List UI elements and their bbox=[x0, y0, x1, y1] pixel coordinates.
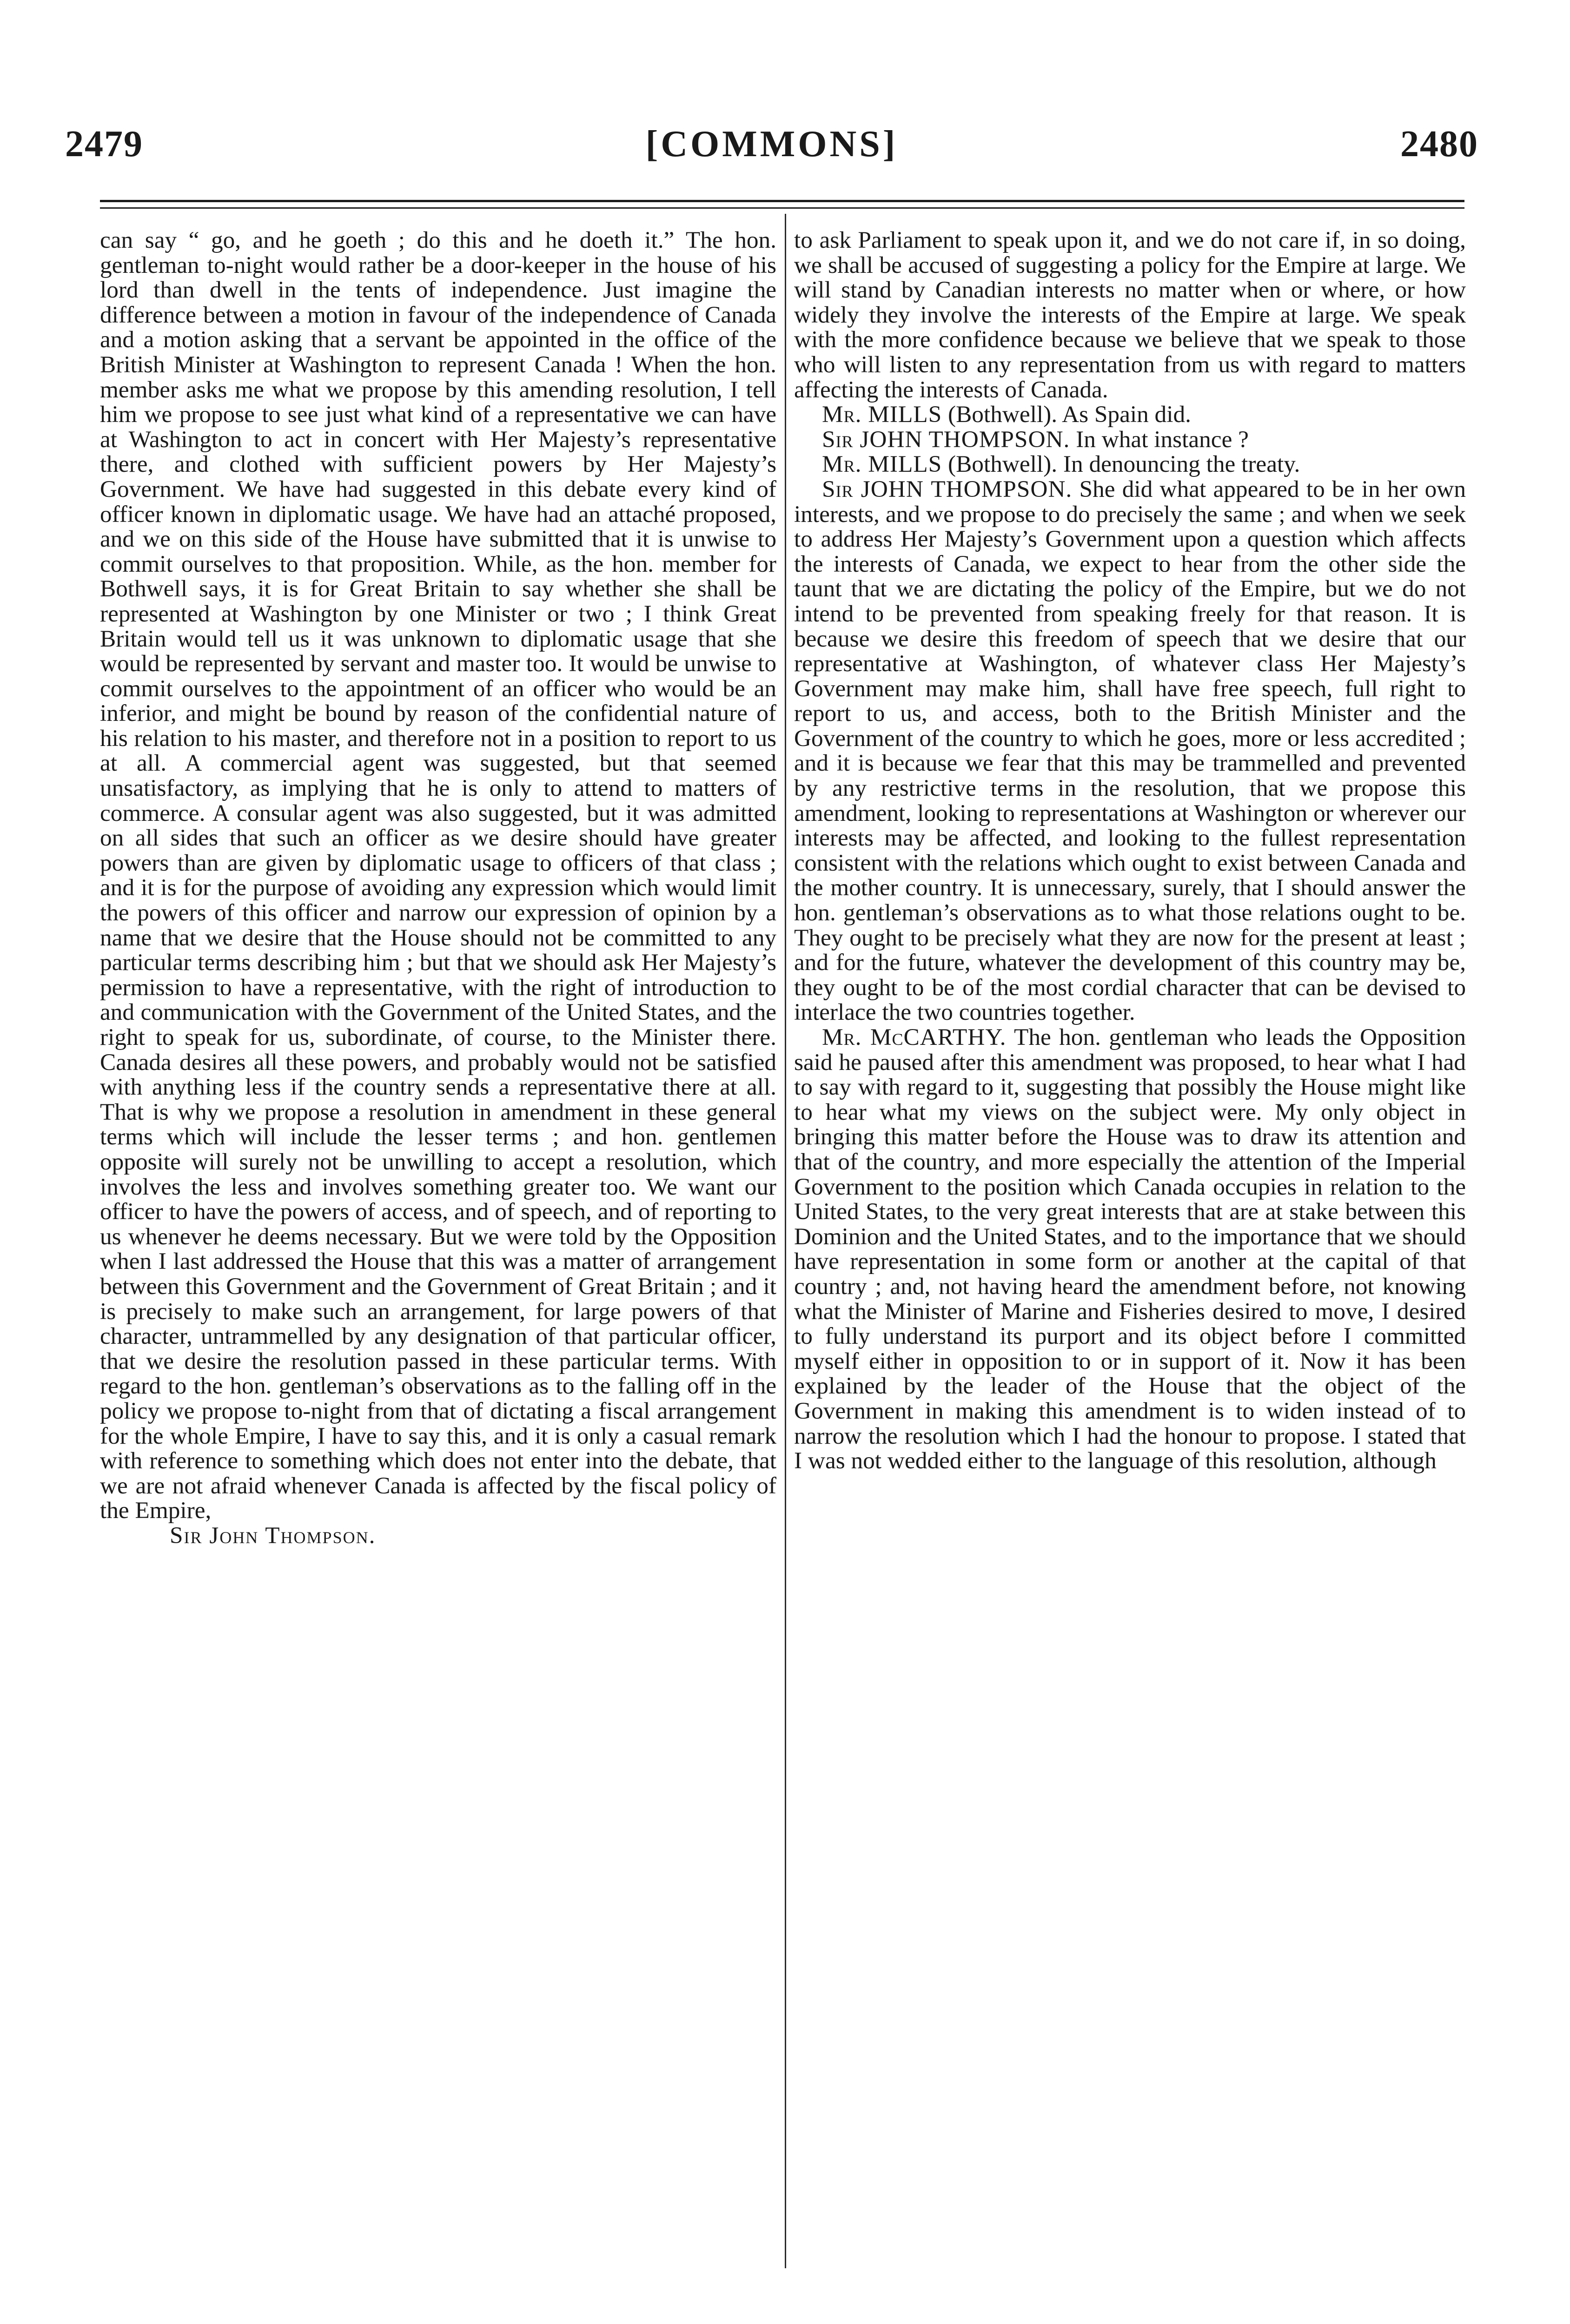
dialogue-line bbox=[794, 402, 1466, 427]
speech-text: (Bothwell). In denouncing the treaty. bbox=[942, 451, 1300, 478]
running-title: [COMMONS] bbox=[645, 124, 898, 165]
speaker-name: Mr. McCARTHY. bbox=[822, 1024, 1007, 1050]
page-number-right: 2480 bbox=[1400, 124, 1478, 165]
page-number-left: 2479 bbox=[65, 124, 143, 165]
column-divider bbox=[785, 214, 786, 2268]
speech-paragraph bbox=[794, 1025, 1466, 1473]
right-column bbox=[794, 228, 1466, 1473]
speaker-name: Mr. MILLS bbox=[822, 401, 942, 428]
speech-text: The hon. gentleman who leads the Opposition said he paused after this amendment was proposed, to hear what I had to say with regard to it, suggesting that possibly the House might like to hear what my views on the subject were. My only object in bringing this matter before the House was to draw its attention and that of the country, and more especially the attention of the Imperial Government to the position which Canada occupies in relation to the United States, to the very great interests that are at stake between this Dominion and the United States, and to the importance that we should have representation in some form or another at the capital of that country ; and, not having heard the amendment before, not knowing what the Minister of Marine and Fisheries desired to move, I desired to fully understand its purport and its object before I committed myself either in opposition to or in support of it. Now it has been explained by the leader of the House that the object of the Government in making this amendment is to widen instead of to narrow the resolution which I had the honour to propose. I stated that I was not wedded either to the language of this resolution, although bbox=[794, 1024, 1466, 1474]
speech-text: In what instance ? bbox=[1070, 426, 1249, 453]
dialogue-line bbox=[794, 427, 1466, 452]
speech-text: (Bothwell). As Spain did. bbox=[942, 401, 1191, 428]
right-paragraph-continued: to ask Parliament to speak upon it, and we do not care if, in so doing, we shall be accused of suggesting a policy for the Empire at large. We will stand by Canadian interests no matter when or where, or how widely they involve the interests of the Empire at large. We speak with the more confidence because we believe that we speak to those who will listen to any representation from us with regard to matters affecting the interests of Canada. bbox=[794, 227, 1466, 403]
speaker-name: Sir JOHN THOMPSON. bbox=[822, 475, 1073, 502]
speech-paragraph bbox=[794, 477, 1466, 1025]
header-rule-bottom bbox=[100, 207, 1464, 209]
dialogue-line bbox=[794, 452, 1466, 477]
speaker-name: Mr. MILLS bbox=[822, 451, 942, 478]
page-header bbox=[65, 123, 1478, 174]
speech-text: She did what appeared to be in her own interests, and we propose to do precisely the same ; and when we seek to address Her Majesty’s Government upon a question which affects the interests of Canada, we expect to hear from the other side the taunt that we are dictating the policy of the Empire, but we do not intend to be prevented from speaking freely for that reason. It is because we desire this freedom of speech that we desire that our representative at Washington, of whatever class Her Majesty’s Government may make him, shall have free speech, full right to report to us, and access, both to the British Minister and the Government of the country to which he goes, more or less accredited ; and it is because we fear that this may be trammelled and prevented by any restrictive terms in the resolution, that we propose this amendment, looking to representations at Washington or wherever our interests may be affected, and looking to the fullest representation consistent with the relations which ought to exist between Canada and the mother country. It is unnecessary, surely, that I should answer the hon. gentleman’s observations as to what those relations ought to be. They ought to be precisely what they are now for the present at least ; and for the future, whatever the development of this country may be, they ought to be of the most cordial character that can be devised to interlace the two countries together. bbox=[794, 475, 1466, 1026]
header-rule-top bbox=[100, 200, 1464, 202]
speaker-name: Sir JOHN THOMPSON. bbox=[822, 426, 1070, 453]
left-paragraph: can say “ go, and he goeth ; do this and he doeth it.” The hon. gentleman to-night would rather be a door-keeper in the house of his lord than dwell in the tents of independence. Just imagine the difference between a motion in favour of the independence of Canada and a motion asking that a servant be appointed in the office of the British Minister at Washington to represent Canada ! When the hon. member asks me what we propose by this amending resolution, I tell him we propose to see just what kind of a representative we can have at Washington to act in concert with Her Majesty’s representative there, and clothed with sufficient powers by Her Majesty’s Government. We have had suggested in this debate every kind of officer known in diplomatic usage. We have had an attaché proposed, and we on this side of the House have submitted that it is unwise to commit ourselves to that proposition. While, as the hon. member for Bothwell says, it is for Great Britain to say whether she shall be represented at Washington by one Minister or two ; I think Great Britain would tell us it was unknown to diplomatic usage that she would be represented by servant and master too. It would be unwise to commit ourselves to the appointment of an officer who would be an inferior, and might be bound by reason of the confidential nature of his relation to his master, and therefore not in a position to report to us at all. A commercial agent was suggested, but that seemed unsatisfactory, as implying that he is only to attend to matters of commerce. A consular agent was also suggested, but it was admitted on all sides that such an officer as we desire should have greater powers than are given by diplomatic usage to officers of that class ; and it is for the purpose of avoiding any expression which would limit the powers of this officer and narrow our expression of opinion by a name that we desire that the House should not be committed to any particular terms describing him ; but that we should ask Her Majesty’s permission to have a representative, with the right of introduction to and communication with the Government of the United States, and the right to speak for us, subordinate, of course, to the Minister there. Canada desires all these powers, and probably would not be satisfied with anything less if the country sends a representative there at all. That is why we propose a resolution in amendment in these general terms which will include the lesser terms ; and hon. gentlemen opposite will surely not be unwilling to accept a resolution, which involves the less and involves something greater too. We want our officer to have the powers of access, and of speech, and of reporting to us whenever he deems necessary. But we were told by the Opposition when I last addressed the House that this was a matter of arrangement between this Government and the Government of Great Britain ; and it is precisely to make such an arrangement, for large powers of that character, untrammelled by any designation of that particular officer, that we desire the resolution passed in these particular terms. With regard to the hon. gentleman’s observations as to the falling off in the policy we propose to-night from that of dictating a fiscal arrangement for the whole Empire, I have to say this, and it is only a casual remark with reference to something which does not enter into the debate, that we are not afraid whenever Canada is affected by the fiscal policy of the Empire, bbox=[100, 227, 776, 1524]
left-column bbox=[100, 228, 776, 1548]
speaker-signoff: Sir John Thompson. bbox=[170, 1522, 376, 1549]
